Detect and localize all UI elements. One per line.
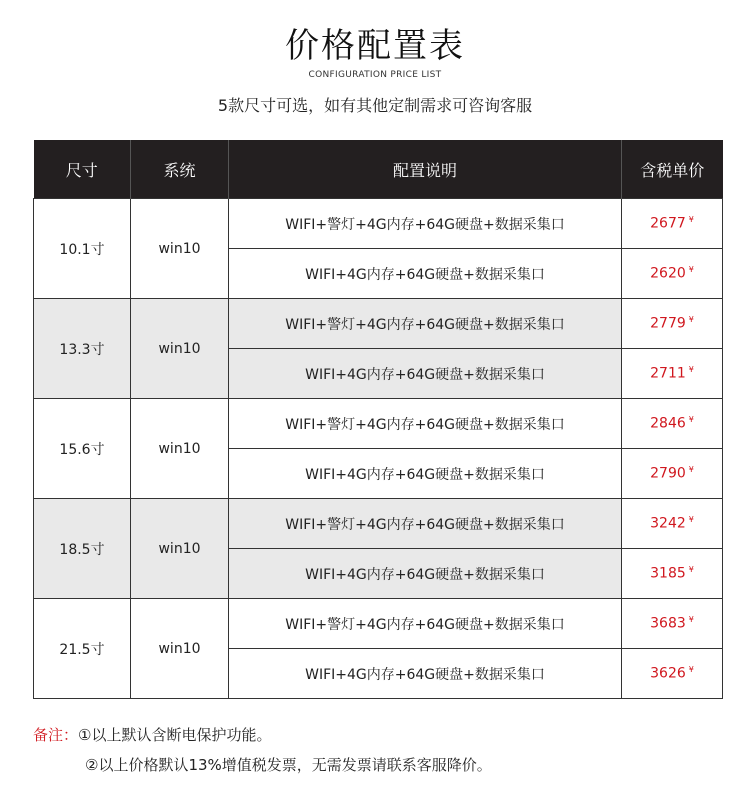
price-value: 3185 [650,565,686,582]
price-value: 2620 [650,265,686,282]
price-cell [622,549,723,599]
system-cell: win10 [131,399,229,499]
price-value: 3683 [650,615,686,632]
table-row [34,499,723,549]
column-header-system: 系统 [131,140,229,199]
table-row [34,599,723,649]
config-cell: WIFI+4G内存+64G硬盘+数据采集口 [229,349,622,399]
price-table [33,140,723,699]
currency-mark: ¥ [688,615,694,625]
price-cell [622,399,723,449]
size-cell: 18.5寸 [34,499,131,599]
price-value: 2790 [650,465,686,482]
size-cell: 21.5寸 [34,599,131,699]
table-row [34,299,723,349]
config-cell: WIFI+4G内存+64G硬盘+数据采集口 [229,249,622,299]
currency-mark: ¥ [688,565,694,575]
config-cell: WIFI+警灯+4G内存+64G硬盘+数据采集口 [229,299,622,349]
currency-mark: ¥ [688,215,694,225]
size-cell: 15.6寸 [34,399,131,499]
price-cell [622,449,723,499]
currency-mark: ¥ [688,265,694,275]
price-value: 3626 [650,665,686,682]
system-cell: win10 [131,199,229,299]
price-cell [622,599,723,649]
currency-mark: ¥ [688,465,694,475]
price-value: 2779 [650,315,686,332]
column-header-size: 尺寸 [34,140,131,199]
currency-mark: ¥ [688,415,694,425]
system-cell: win10 [131,499,229,599]
config-cell: WIFI+警灯+4G内存+64G硬盘+数据采集口 [229,399,622,449]
table-row [34,399,723,449]
price-cell [622,499,723,549]
column-header-price: 含税单价 [622,140,723,199]
price-value: 3242 [650,515,686,532]
system-cell: win10 [131,299,229,399]
currency-mark: ¥ [688,365,694,375]
config-cell: WIFI+4G内存+64G硬盘+数据采集口 [229,449,622,499]
config-cell: WIFI+4G内存+64G硬盘+数据采集口 [229,649,622,699]
system-cell: win10 [131,599,229,699]
page-title: 价格配置表 [285,26,465,66]
table-header-row [34,140,723,199]
price-cell [622,249,723,299]
notes [33,720,492,780]
note-line-2: ②以上价格默认13%增值税发票，无需发票请联系客服降价。 [85,756,492,774]
currency-mark: ¥ [688,665,694,675]
size-cell: 13.3寸 [34,299,131,399]
subtitle-chinese: 5款尺寸可选，如有其他定制需求可咨询客服 [217,96,533,115]
price-cell [622,649,723,699]
config-cell: WIFI+警灯+4G内存+64G硬盘+数据采集口 [229,499,622,549]
note-line-1: ①以上默认含断电保护功能。 [78,726,272,744]
table-body [34,199,723,699]
price-cell [622,299,723,349]
price-value: 2846 [650,415,686,432]
price-value: 2711 [650,365,686,382]
price-value: 2677 [650,215,686,232]
size-cell: 10.1寸 [34,199,131,299]
config-cell: WIFI+4G内存+64G硬盘+数据采集口 [229,549,622,599]
subtitle-english: CONFIGURATION PRICE LIST [308,70,442,80]
table-row [34,199,723,249]
price-cell [622,349,723,399]
currency-mark: ¥ [688,315,694,325]
config-cell: WIFI+警灯+4G内存+64G硬盘+数据采集口 [229,599,622,649]
currency-mark: ¥ [688,515,694,525]
config-cell: WIFI+警灯+4G内存+64G硬盘+数据采集口 [229,199,622,249]
notes-label: 备注： [33,726,79,744]
price-cell [622,199,723,249]
column-header-config: 配置说明 [229,140,622,199]
